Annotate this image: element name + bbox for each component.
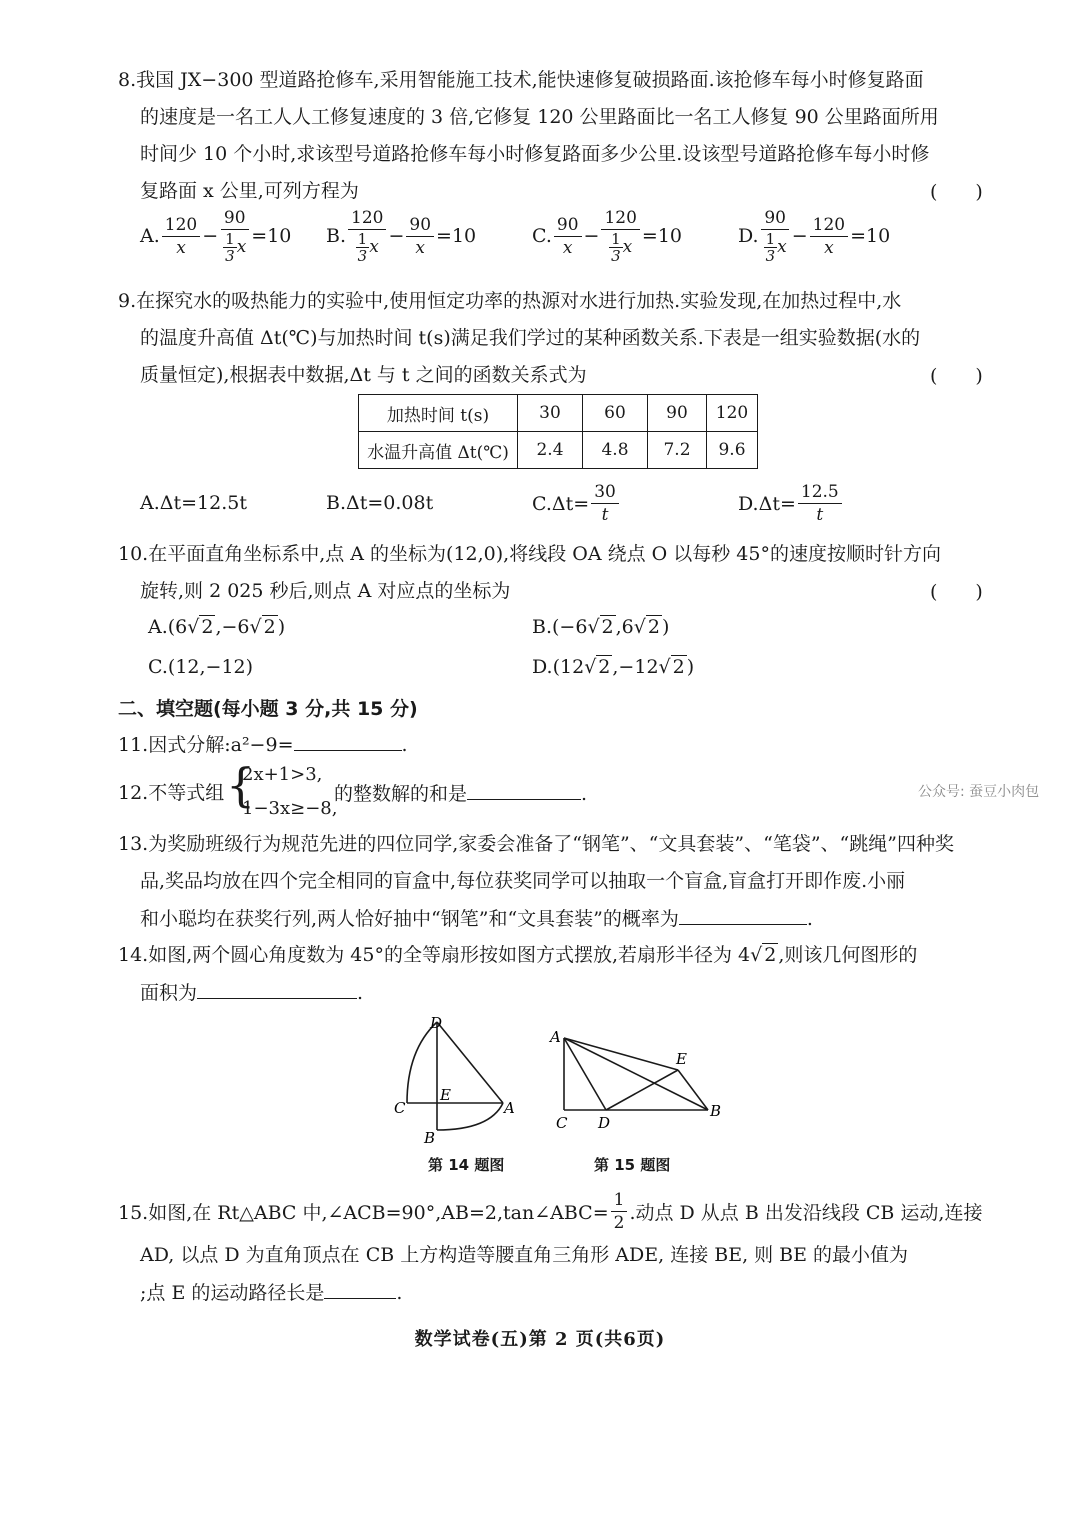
- fig14-label-c: C: [394, 1099, 406, 1117]
- fig15-label-b: B: [710, 1102, 722, 1120]
- fig15-label-d: D: [598, 1114, 611, 1132]
- q10-answer-paren: ( ): [930, 581, 983, 603]
- q8-option-a[interactable]: A. $\frac{120}{x}$ − 90 $\frac{1}{3}$ x =10: [140, 208, 292, 265]
- fig14-label-e: E: [440, 1086, 451, 1104]
- q9-option-d[interactable]: D.Δt= $\frac{12.5}{t}$: [738, 482, 844, 525]
- q10-option-b[interactable]: B.(−6 √ 2 ,6 √ 2 ): [532, 616, 670, 638]
- fig14-label-b: B: [424, 1129, 436, 1147]
- figure-14-caption: 第 14 题图: [428, 1156, 505, 1174]
- q8-line4: 复路面 x 公里,可列方程为: [140, 180, 359, 202]
- fraction: 120 $\frac{1}{3}$ x: [601, 208, 639, 264]
- q8-option-d[interactable]: D. 90 $\frac{1}{3}$ x − $\frac{120}{x}$ =10: [738, 208, 891, 265]
- table-cell: 加热时间 t(s): [359, 395, 518, 432]
- fraction: $\frac{120}{x}$: [810, 215, 848, 258]
- q10-line2: 旋转,则 2 025 秒后,则点 A 对应点的坐标为: [140, 580, 511, 602]
- q9-line2: 的温度升高值 Δt(℃)与加热时间 t(s)满足我们学过的某种函数关系.下表是一组实验数据(水的: [140, 327, 921, 349]
- option-label: B.: [326, 225, 347, 247]
- fig15-segment-ae: [564, 1038, 678, 1070]
- q8-answer-paren: ( ): [930, 181, 983, 203]
- fig15-label-a: A: [550, 1028, 561, 1046]
- fig15-segment-eb: [678, 1070, 708, 1110]
- q10-option-c[interactable]: C.(12,−12): [148, 656, 254, 678]
- watermark-text: 公众号: 蚕豆小肉包: [918, 784, 1040, 800]
- q10-option-a[interactable]: A.(6 √ 2 ,−6 √ 2 ): [148, 616, 286, 638]
- q9-answer-paren: ( ): [930, 365, 983, 387]
- table-cell: 7.2: [648, 432, 707, 469]
- table-cell: 4.8: [583, 432, 648, 469]
- fig14-label-d: D: [430, 1014, 443, 1032]
- fig15-label-e: E: [676, 1050, 687, 1068]
- fraction: $\frac{30}{t}$: [591, 482, 619, 525]
- figure-15-caption: 第 15 题图: [594, 1156, 671, 1174]
- table-cell: 2.4: [518, 432, 583, 469]
- table-cell: 30: [518, 395, 583, 432]
- fraction: $\frac{90}{x}$: [406, 215, 434, 258]
- figure-14-diagram: [380, 1010, 540, 1150]
- q9-option-a[interactable]: A.Δt=12.5t: [140, 492, 247, 514]
- q12-pre: 12.不等式组: [118, 782, 225, 804]
- brace-icon: {: [226, 758, 256, 812]
- fig14-sector1-arc: [407, 1022, 437, 1103]
- sqrt-icon: √: [584, 656, 597, 678]
- q10-line1: 10.在平面直角坐标系中,点 A 的坐标为(12,0),将线段 OA 绕点 O 以每秒 45°的速度按顺时针方向: [118, 543, 941, 565]
- q8-option-b[interactable]: B. 120 $\frac{1}{3}$ x − $\frac{90}{x}$ =10: [326, 208, 477, 265]
- option-label: D.: [738, 225, 759, 247]
- sqrt-icon: √: [187, 616, 200, 638]
- answer-blank[interactable]: [324, 1278, 396, 1299]
- answer-blank[interactable]: [294, 730, 402, 751]
- q10-option-d[interactable]: D.(12 √ 2 ,−12 √ 2 ): [532, 656, 695, 678]
- table-cell: 120: [707, 395, 758, 432]
- q9-line1: 9.在探究水的吸热能力的实验中,使用恒定功率的热源对水进行加热.实验发现,在加热过程中,水: [118, 290, 902, 312]
- q9-option-c[interactable]: C.Δt= $\frac{30}{t}$: [532, 482, 621, 525]
- option-label: C.: [532, 225, 552, 247]
- table-cell: 9.6: [707, 432, 758, 469]
- figure-15-diagram: [546, 1024, 736, 1134]
- q14-line2: 面积为 .: [140, 978, 363, 1007]
- q14-line1: 14.如图,两个圆心角度数为 45°的全等扇形按如图方式摆放,若扇形半径为 4√ 2 ,则该几何图形的: [118, 944, 918, 966]
- q11-line: 11.因式分解:a²−9= .: [118, 730, 408, 759]
- table-cell: 60: [583, 395, 648, 432]
- q13-line1: 13.为奖励班级行为规范先进的四位同学,家委会准备了“钢笔”、“文具套装”、“笔袋”、“跳绳”四种奖: [118, 833, 954, 855]
- sqrt-icon: √: [658, 656, 671, 678]
- q12-ineq2: 1−3x≥−8,: [242, 798, 338, 819]
- q8-option-c[interactable]: C. $\frac{90}{x}$ − 120 $\frac{1}{3}$ x =10: [532, 208, 683, 265]
- sqrt-icon: √: [587, 616, 600, 638]
- table-row: [359, 395, 758, 432]
- fraction: 120 $\frac{1}{3}$ x: [348, 208, 386, 264]
- answer-blank[interactable]: [197, 978, 357, 999]
- q15-line2: AD, 以点 D 为直角顶点在 CB 上方构造等腰直角三角形 ADE, 连接 BE, 则 BE 的最小值为: [140, 1244, 909, 1266]
- q9-data-table: [358, 394, 758, 469]
- answer-blank[interactable]: [679, 904, 807, 925]
- fig15-label-c: C: [556, 1114, 568, 1132]
- sqrt-icon: √: [249, 616, 262, 638]
- fraction: $\frac{12.5}{t}$: [798, 482, 842, 525]
- q8-line2: 的速度是一名工人人工修复速度的 3 倍,它修复 120 公里路面比一名工人修复 90 公里路面所用: [140, 106, 939, 128]
- page-footer: 数学试卷(五)第 2 页(共6页): [414, 1329, 666, 1350]
- q12-post: 的整数解的和是 .: [334, 779, 587, 808]
- table-cell: 水温升高值 Δt(℃): [359, 432, 518, 469]
- table-cell: 90: [648, 395, 707, 432]
- fraction: 90 $\frac{1}{3}$ x: [220, 208, 249, 264]
- q12-ineq1: 2x+1>3,: [242, 764, 323, 785]
- option-label: A.: [140, 225, 160, 247]
- q9-line3: 质量恒定),根据表中数据,Δt 与 t 之间的函数关系式为: [140, 364, 587, 386]
- fraction: $\frac{1}{2}$: [611, 1190, 628, 1233]
- q8-line3: 时间少 10 个小时,求该型号道路抢修车每小时修复路面多少公里.设该型号道路抢修车每小时修: [140, 143, 930, 165]
- fraction: $\frac{120}{x}$: [162, 215, 200, 258]
- q13-line3: 和小聪均在获奖行列,两人恰好抽中“钢笔”和“文具套装”的概率为 .: [140, 904, 813, 933]
- q8-line1: 8.我国 JX−300 型道路抢修车,采用智能施工技术,能快速修复破损路面.该抢修车每小时修复路面: [118, 69, 924, 91]
- table-row: [359, 432, 758, 469]
- q9-option-b[interactable]: B.Δt=0.08t: [326, 492, 434, 514]
- q15-line3: ;点 E 的运动路径长是 .: [140, 1278, 402, 1307]
- sqrt-icon: √: [750, 944, 763, 966]
- fraction: 90 $\frac{1}{3}$ x: [761, 208, 790, 264]
- fraction: $\frac{90}{x}$: [554, 215, 582, 258]
- fig14-sector2-arc: [437, 1103, 503, 1130]
- sqrt-icon: √: [633, 616, 646, 638]
- section-title-fill-in: 二、填空题(每小题 3 分,共 15 分): [118, 698, 418, 720]
- q15-line1: 15.如图,在 Rt△ABC 中,∠ACB=90°,AB=2,tan∠ABC= $\frac{1}{2}$ .动点 D 从点 B 出发沿线段 CB 运动,连接: [118, 1190, 983, 1233]
- q13-line2: 品,奖品均放在四个完全相同的盲盒中,每位获奖同学可以抽取一个盲盒,盲盒打开即作废.小丽: [140, 870, 906, 892]
- fig14-label-a: A: [504, 1099, 515, 1117]
- answer-blank[interactable]: [467, 779, 581, 800]
